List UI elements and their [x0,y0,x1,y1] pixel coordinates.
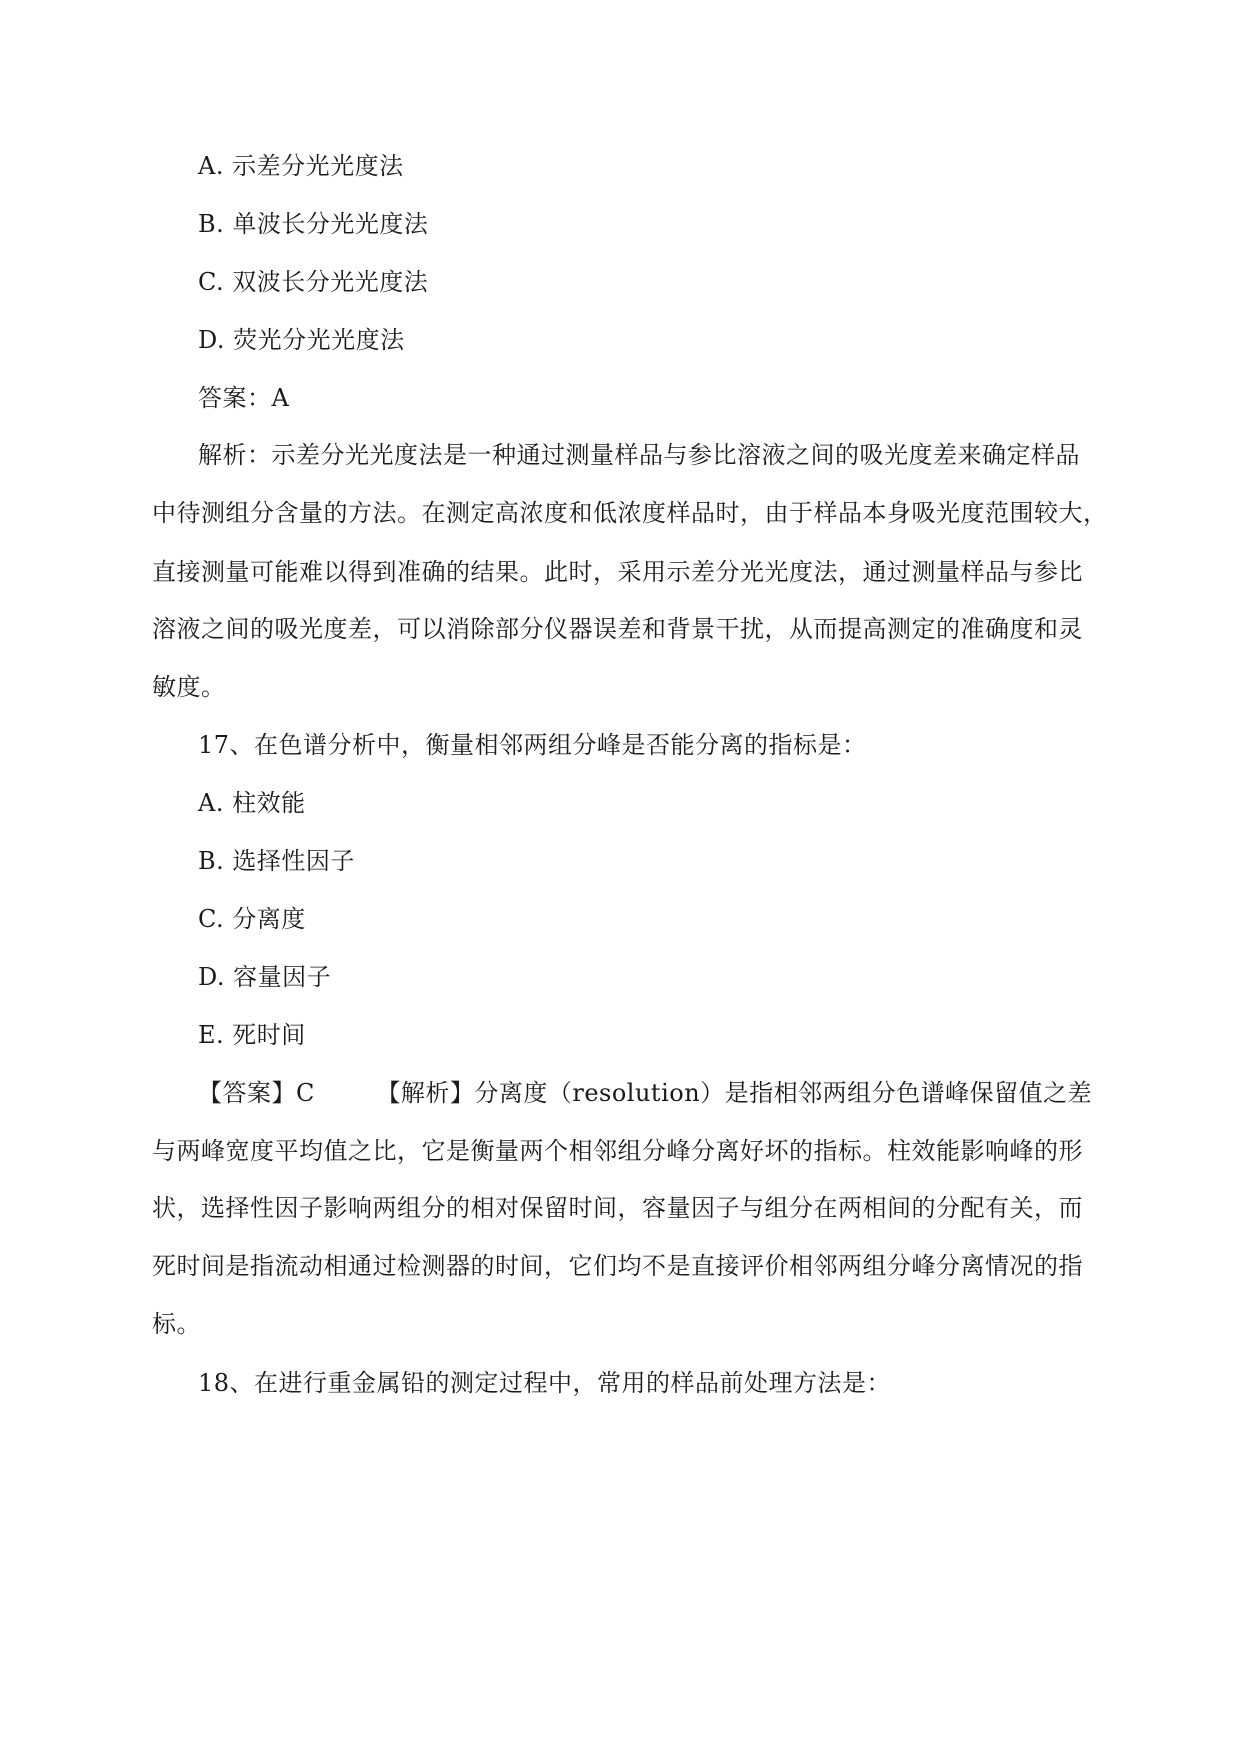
q17-option-b: B. 选择性因子 [198,847,355,875]
q17-analysis-line: 与两峰宽度平均值之比，它是衡量两个相邻组分峰分离好坏的指标。柱效能影响峰的形 [152,1137,1083,1165]
q16-analysis-line: 直接测量可能难以得到准确的结果。此时，采用示差分光光度法，通过测量样品与参比 [152,558,1083,586]
q18-question: 18、在进行重金属铅的测定过程中，常用的样品前处理方法是： [198,1369,892,1397]
q16-answer: 答案：A [198,384,290,412]
q16-option-b: B. 单波长分光光度法 [198,210,429,238]
q17-analysis-line: 【答案】C 【解析】分离度（resolution）是指相邻两组分色谱峰保留值之差 [198,1079,1093,1107]
q17-option-a: A. 柱效能 [198,789,306,817]
q17-analysis-line: 标。 [152,1310,201,1338]
q17-option-e: E. 死时间 [198,1021,306,1049]
q17-option-c: C. 分离度 [198,905,306,933]
q17-analysis-line: 状，选择性因子影响两组分的相对保留时间，容量因子与组分在两相间的分配有关，而 [152,1194,1083,1222]
q16-analysis-line: 溶液之间的吸光度差，可以消除部分仪器误差和背景干扰，从而提高测定的准确度和灵 [152,615,1083,643]
q16-option-d: D. 荧光分光光度法 [198,326,405,354]
q16-analysis-line: 敏度。 [152,673,226,701]
q16-option-a: A. 示差分光光度法 [198,152,404,180]
q17-question: 17、在色谱分析中，衡量相邻两组分峰是否能分离的指标是： [198,731,867,759]
q16-option-c: C. 双波长分光光度法 [198,268,429,296]
q17-option-d: D. 容量因子 [198,963,332,991]
q17-analysis-line: 死时间是指流动相通过检测器的时间，它们均不是直接评价相邻两组分峰分离情况的指 [152,1252,1083,1280]
q16-analysis-line: 中待测组分含量的方法。在测定高浓度和低浓度样品时，由于样品本身吸光度范围较大， [152,499,1108,527]
q16-analysis-line: 解析：示差分光光度法是一种通过测量样品与参比溶液之间的吸光度差来确定样品 [198,441,1080,469]
